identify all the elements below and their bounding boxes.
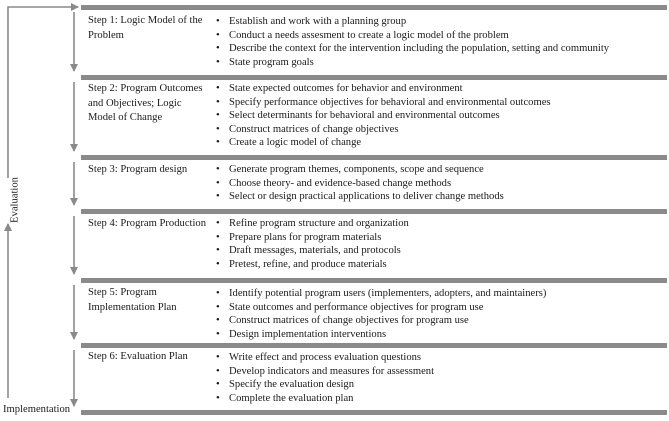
step-5-activity: • Design implementation interventions — [214, 328, 666, 342]
step-6-activities — [214, 351, 666, 405]
step-1-activity: • Describe the context for the intervention including the population, setting and community — [214, 42, 666, 56]
implementation-label: Implementation — [3, 404, 71, 415]
step-3-activity: • Select or design practical applications to deliver change methods — [214, 190, 666, 204]
step-6-activity: • Write effect and process evaluation questions — [214, 351, 666, 365]
step-1-activities — [214, 15, 666, 69]
step-2-activity: • Specify performance objectives for behavioral and environmental outcomes — [214, 96, 666, 110]
step-3-activity: • Choose theory- and evidence-based change methods — [214, 177, 666, 191]
step-2-activity: • State expected outcomes for behavior and environment — [214, 82, 666, 96]
step-1-activity: • Conduct a needs assesment to create a logic model of the problem — [214, 29, 666, 43]
step-2-title: Step 2: Program Outcomes and Objectives; Logic Model of Change — [88, 83, 203, 123]
step-2-activity: • Create a logic model of change — [214, 136, 666, 150]
step-3-activities — [214, 163, 666, 204]
step-4-activity: • Refine program structure and organization — [214, 217, 666, 231]
step-5-title: Step 5: Program Implementation Plan — [88, 287, 177, 313]
step-5-activities — [214, 287, 666, 341]
step-4-title: Step 4: Program Production — [88, 218, 206, 229]
step-5-activity: • State outcomes and performance objectives for program use — [214, 301, 666, 315]
step-4-activity: • Draft messages, materials, and protocols — [214, 244, 666, 258]
step-2-activities — [214, 82, 666, 150]
step-6-activity: • Specify the evaluation design — [214, 378, 666, 392]
step-6-title: Step 6: Evaluation Plan — [88, 351, 188, 362]
step-1-title: Step 1: Logic Model of the Problem — [88, 15, 203, 41]
step-6-activity: • Complete the evaluation plan — [214, 392, 666, 406]
step-5-activity: • Identify potential program users (implementers, adopters, and maintainers) — [214, 287, 666, 301]
step-3-activity: • Generate program themes, components, scope and sequence — [214, 163, 666, 177]
step-4-activities — [214, 217, 666, 271]
step-3-title: Step 3: Program design — [88, 164, 188, 175]
step-2-activity: • Construct matrices of change objectives — [214, 123, 666, 137]
step-5-activity: • Construct matrices of change objectives for program use — [214, 314, 666, 328]
step-4-activity: • Pretest, refine, and produce materials — [214, 258, 666, 272]
step-1-activity: • Establish and work with a planning group — [214, 15, 666, 29]
evaluation-arrow — [8, 7, 78, 178]
step-6-activity: • Develop indicators and measures for assessment — [214, 365, 666, 379]
step-4-activity: • Prepare plans for program materials — [214, 231, 666, 245]
step-1-activity: • State program goals — [214, 56, 666, 70]
evaluation-label: Evaluation — [9, 177, 21, 223]
step-2-activity: • Select determinants for behavioral and environmental outcomes — [214, 109, 666, 123]
